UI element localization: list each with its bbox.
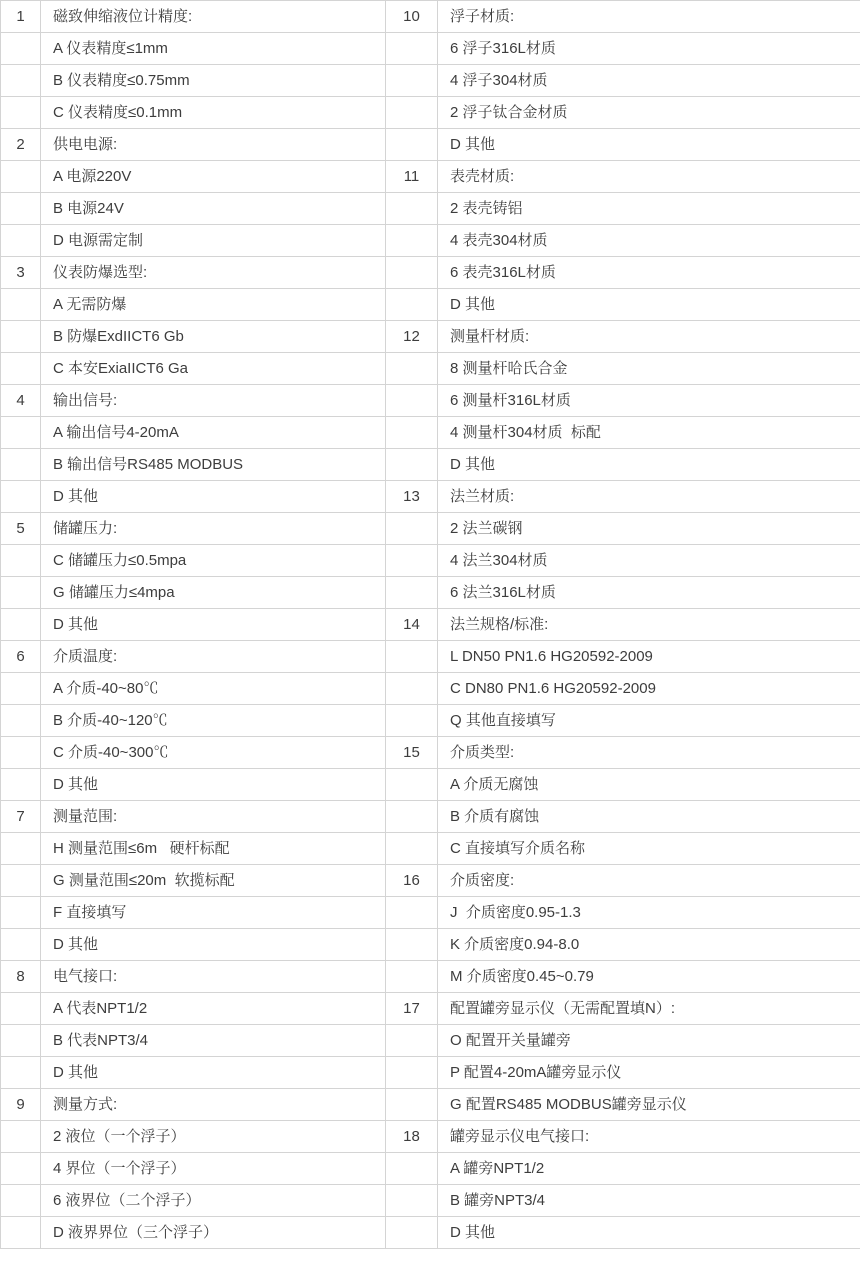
left-item-number-cell [1, 1057, 41, 1089]
right-option-cell: D 其他 [438, 289, 860, 321]
left-item-number-cell: 9 [1, 1089, 41, 1121]
right-option-cell: L DN50 PN1.6 HG20592-2009 [438, 641, 860, 673]
right-item-number-cell [386, 705, 438, 737]
right-item-number-cell [386, 385, 438, 417]
right-option-cell: 表壳材质: [438, 161, 860, 193]
left-item-number-cell [1, 545, 41, 577]
table-row [1, 929, 860, 961]
left-option-cell: B 电源24V [41, 193, 386, 225]
right-option-cell: C 直接填写介质名称 [438, 833, 860, 865]
right-item-number-cell [386, 769, 438, 801]
left-item-number-cell [1, 833, 41, 865]
left-option-cell: F 直接填写 [41, 897, 386, 929]
table-row [1, 513, 860, 545]
right-option-cell: 浮子材质: [438, 1, 860, 33]
table-row [1, 673, 860, 705]
left-option-cell: B 仪表精度≤0.75mm [41, 65, 386, 97]
table-row [1, 1, 860, 33]
left-item-number-cell [1, 1153, 41, 1185]
right-item-number-cell [386, 1217, 438, 1249]
left-item-number-cell [1, 865, 41, 897]
left-option-cell: 储罐压力: [41, 513, 386, 545]
right-item-number-cell: 17 [386, 993, 438, 1025]
left-item-number-cell [1, 1121, 41, 1153]
right-option-cell: C DN80 PN1.6 HG20592-2009 [438, 673, 860, 705]
left-option-cell: H 测量范围≤6m 硬杆标配 [41, 833, 386, 865]
left-option-cell: B 输出信号RS485 MODBUS [41, 449, 386, 481]
left-item-number-cell [1, 673, 41, 705]
table-row [1, 289, 860, 321]
table-row [1, 97, 860, 129]
table-row [1, 609, 860, 641]
table-row [1, 1057, 860, 1089]
left-item-number-cell [1, 769, 41, 801]
right-item-number-cell [386, 673, 438, 705]
table-row [1, 801, 860, 833]
right-option-cell: 法兰材质: [438, 481, 860, 513]
right-item-number-cell [386, 1057, 438, 1089]
left-item-number-cell [1, 1185, 41, 1217]
left-item-number-cell [1, 193, 41, 225]
right-option-cell: 介质密度: [438, 865, 860, 897]
left-option-cell: 电气接口: [41, 961, 386, 993]
left-item-number-cell [1, 225, 41, 257]
right-option-cell: G 配置RS485 MODBUS罐旁显示仪 [438, 1089, 860, 1121]
left-item-number-cell [1, 65, 41, 97]
left-item-number-cell [1, 929, 41, 961]
right-item-number-cell [386, 33, 438, 65]
left-item-number-cell [1, 1025, 41, 1057]
left-option-cell: D 其他 [41, 481, 386, 513]
left-option-cell: B 防爆ExdIICT6 Gb [41, 321, 386, 353]
left-item-number-cell [1, 609, 41, 641]
right-option-cell: D 其他 [438, 129, 860, 161]
right-item-number-cell [386, 929, 438, 961]
left-item-number-cell: 8 [1, 961, 41, 993]
left-item-number-cell [1, 97, 41, 129]
right-item-number-cell: 18 [386, 1121, 438, 1153]
right-option-cell: 4 法兰304材质 [438, 545, 860, 577]
left-item-number-cell: 5 [1, 513, 41, 545]
left-option-cell: 供电电源: [41, 129, 386, 161]
left-option-cell: A 仪表精度≤1mm [41, 33, 386, 65]
table-row [1, 993, 860, 1025]
left-option-cell: 磁致伸缩液位计精度: [41, 1, 386, 33]
left-item-number-cell [1, 321, 41, 353]
right-option-cell: P 配置4-20mA罐旁显示仪 [438, 1057, 860, 1089]
right-item-number-cell: 13 [386, 481, 438, 513]
left-option-cell: 输出信号: [41, 385, 386, 417]
right-option-cell: 6 法兰316L材质 [438, 577, 860, 609]
right-item-number-cell: 10 [386, 1, 438, 33]
table-row [1, 321, 860, 353]
right-item-number-cell [386, 897, 438, 929]
table-row [1, 961, 860, 993]
table-row [1, 449, 860, 481]
table-row [1, 353, 860, 385]
left-option-cell: A 代表NPT1/2 [41, 993, 386, 1025]
left-option-cell: D 其他 [41, 769, 386, 801]
table-row [1, 897, 860, 929]
table-row [1, 769, 860, 801]
table-row [1, 1153, 860, 1185]
table-row [1, 193, 860, 225]
right-option-cell: A 介质无腐蚀 [438, 769, 860, 801]
right-option-cell: 2 法兰碳钢 [438, 513, 860, 545]
left-option-cell: B 介质-40~120℃ [41, 705, 386, 737]
right-item-number-cell [386, 961, 438, 993]
right-option-cell: B 罐旁NPT3/4 [438, 1185, 860, 1217]
right-option-cell: 4 测量杆304材质 标配 [438, 417, 860, 449]
left-item-number-cell [1, 1217, 41, 1249]
table-row [1, 225, 860, 257]
right-item-number-cell: 12 [386, 321, 438, 353]
left-item-number-cell [1, 897, 41, 929]
right-item-number-cell [386, 1025, 438, 1057]
right-option-cell: 8 测量杆哈氏合金 [438, 353, 860, 385]
left-option-cell: 介质温度: [41, 641, 386, 673]
right-item-number-cell [386, 641, 438, 673]
table-row [1, 865, 860, 897]
left-option-cell: A 无需防爆 [41, 289, 386, 321]
left-item-number-cell [1, 577, 41, 609]
right-item-number-cell [386, 289, 438, 321]
table-row [1, 129, 860, 161]
left-item-number-cell [1, 449, 41, 481]
table-row [1, 641, 860, 673]
right-item-number-cell [386, 65, 438, 97]
right-option-cell: M 介质密度0.45~0.79 [438, 961, 860, 993]
left-item-number-cell: 7 [1, 801, 41, 833]
left-option-cell: 测量范围: [41, 801, 386, 833]
left-option-cell: D 电源需定制 [41, 225, 386, 257]
left-item-number-cell: 2 [1, 129, 41, 161]
left-item-number-cell [1, 289, 41, 321]
left-option-cell: C 介质-40~300℃ [41, 737, 386, 769]
right-item-number-cell [386, 545, 438, 577]
right-item-number-cell [386, 801, 438, 833]
left-item-number-cell: 1 [1, 1, 41, 33]
right-option-cell: 法兰规格/标准: [438, 609, 860, 641]
right-item-number-cell [386, 257, 438, 289]
right-option-cell: 6 浮子316L材质 [438, 33, 860, 65]
table-row [1, 65, 860, 97]
left-option-cell: D 其他 [41, 929, 386, 961]
right-option-cell: 4 浮子304材质 [438, 65, 860, 97]
table-row [1, 33, 860, 65]
left-option-cell: B 代表NPT3/4 [41, 1025, 386, 1057]
right-item-number-cell [386, 1153, 438, 1185]
table-row [1, 1185, 860, 1217]
left-item-number-cell: 6 [1, 641, 41, 673]
right-option-cell: B 介质有腐蚀 [438, 801, 860, 833]
table-row [1, 481, 860, 513]
left-option-cell: D 其他 [41, 1057, 386, 1089]
right-item-number-cell: 11 [386, 161, 438, 193]
table-row [1, 1089, 860, 1121]
right-item-number-cell [386, 1185, 438, 1217]
left-item-number-cell [1, 737, 41, 769]
table-row [1, 417, 860, 449]
table-row [1, 385, 860, 417]
right-item-number-cell: 16 [386, 865, 438, 897]
left-option-cell: A 介质-40~80℃ [41, 673, 386, 705]
left-option-cell: A 输出信号4-20mA [41, 417, 386, 449]
left-item-number-cell [1, 161, 41, 193]
left-item-number-cell [1, 481, 41, 513]
right-option-cell: 2 表壳铸铝 [438, 193, 860, 225]
table-row [1, 737, 860, 769]
left-item-number-cell [1, 33, 41, 65]
right-option-cell: 介质类型: [438, 737, 860, 769]
right-option-cell: D 其他 [438, 449, 860, 481]
right-item-number-cell [386, 97, 438, 129]
table-row [1, 705, 860, 737]
right-item-number-cell [386, 513, 438, 545]
right-item-number-cell: 14 [386, 609, 438, 641]
right-item-number-cell [386, 1089, 438, 1121]
left-option-cell: 2 液位（一个浮子） [41, 1121, 386, 1153]
table-row [1, 1025, 860, 1057]
right-option-cell: 6 表壳316L材质 [438, 257, 860, 289]
left-option-cell: D 其他 [41, 609, 386, 641]
right-option-cell: 6 测量杆316L材质 [438, 385, 860, 417]
right-item-number-cell [386, 129, 438, 161]
table-row [1, 1217, 860, 1249]
left-option-cell: 4 界位（一个浮子） [41, 1153, 386, 1185]
left-item-number-cell [1, 705, 41, 737]
left-option-cell: C 本安ExiaIICT6 Ga [41, 353, 386, 385]
left-option-cell: 测量方式: [41, 1089, 386, 1121]
left-option-cell: G 储罐压力≤4mpa [41, 577, 386, 609]
right-item-number-cell: 15 [386, 737, 438, 769]
left-item-number-cell [1, 353, 41, 385]
left-item-number-cell: 4 [1, 385, 41, 417]
table-row [1, 545, 860, 577]
table-row [1, 833, 860, 865]
right-option-cell: A 罐旁NPT1/2 [438, 1153, 860, 1185]
right-item-number-cell [386, 353, 438, 385]
left-option-cell: 6 液界位（二个浮子） [41, 1185, 386, 1217]
left-option-cell: C 仪表精度≤0.1mm [41, 97, 386, 129]
table-row [1, 1121, 860, 1153]
left-option-cell: A 电源220V [41, 161, 386, 193]
right-option-cell: 罐旁显示仪电气接口: [438, 1121, 860, 1153]
right-item-number-cell [386, 193, 438, 225]
right-option-cell: 4 表壳304材质 [438, 225, 860, 257]
right-item-number-cell [386, 225, 438, 257]
left-option-cell: C 储罐压力≤0.5mpa [41, 545, 386, 577]
table-row [1, 161, 860, 193]
left-item-number-cell [1, 993, 41, 1025]
left-item-number-cell [1, 417, 41, 449]
right-item-number-cell [386, 833, 438, 865]
right-option-cell: Q 其他直接填写 [438, 705, 860, 737]
right-option-cell: 2 浮子钛合金材质 [438, 97, 860, 129]
right-option-cell: 测量杆材质: [438, 321, 860, 353]
right-option-cell: K 介质密度0.94-8.0 [438, 929, 860, 961]
left-option-cell: 仪表防爆选型: [41, 257, 386, 289]
table-row [1, 257, 860, 289]
right-option-cell: D 其他 [438, 1217, 860, 1249]
spec-table-body [1, 1, 860, 1249]
table-row [1, 577, 860, 609]
right-option-cell: J 介质密度0.95-1.3 [438, 897, 860, 929]
right-item-number-cell [386, 417, 438, 449]
left-option-cell: G 测量范围≤20m 软揽标配 [41, 865, 386, 897]
right-item-number-cell [386, 577, 438, 609]
right-item-number-cell [386, 449, 438, 481]
right-option-cell: 配置罐旁显示仪（无需配置填N）: [438, 993, 860, 1025]
left-option-cell: D 液界界位（三个浮子） [41, 1217, 386, 1249]
right-option-cell: O 配置开关量罐旁 [438, 1025, 860, 1057]
left-item-number-cell: 3 [1, 257, 41, 289]
